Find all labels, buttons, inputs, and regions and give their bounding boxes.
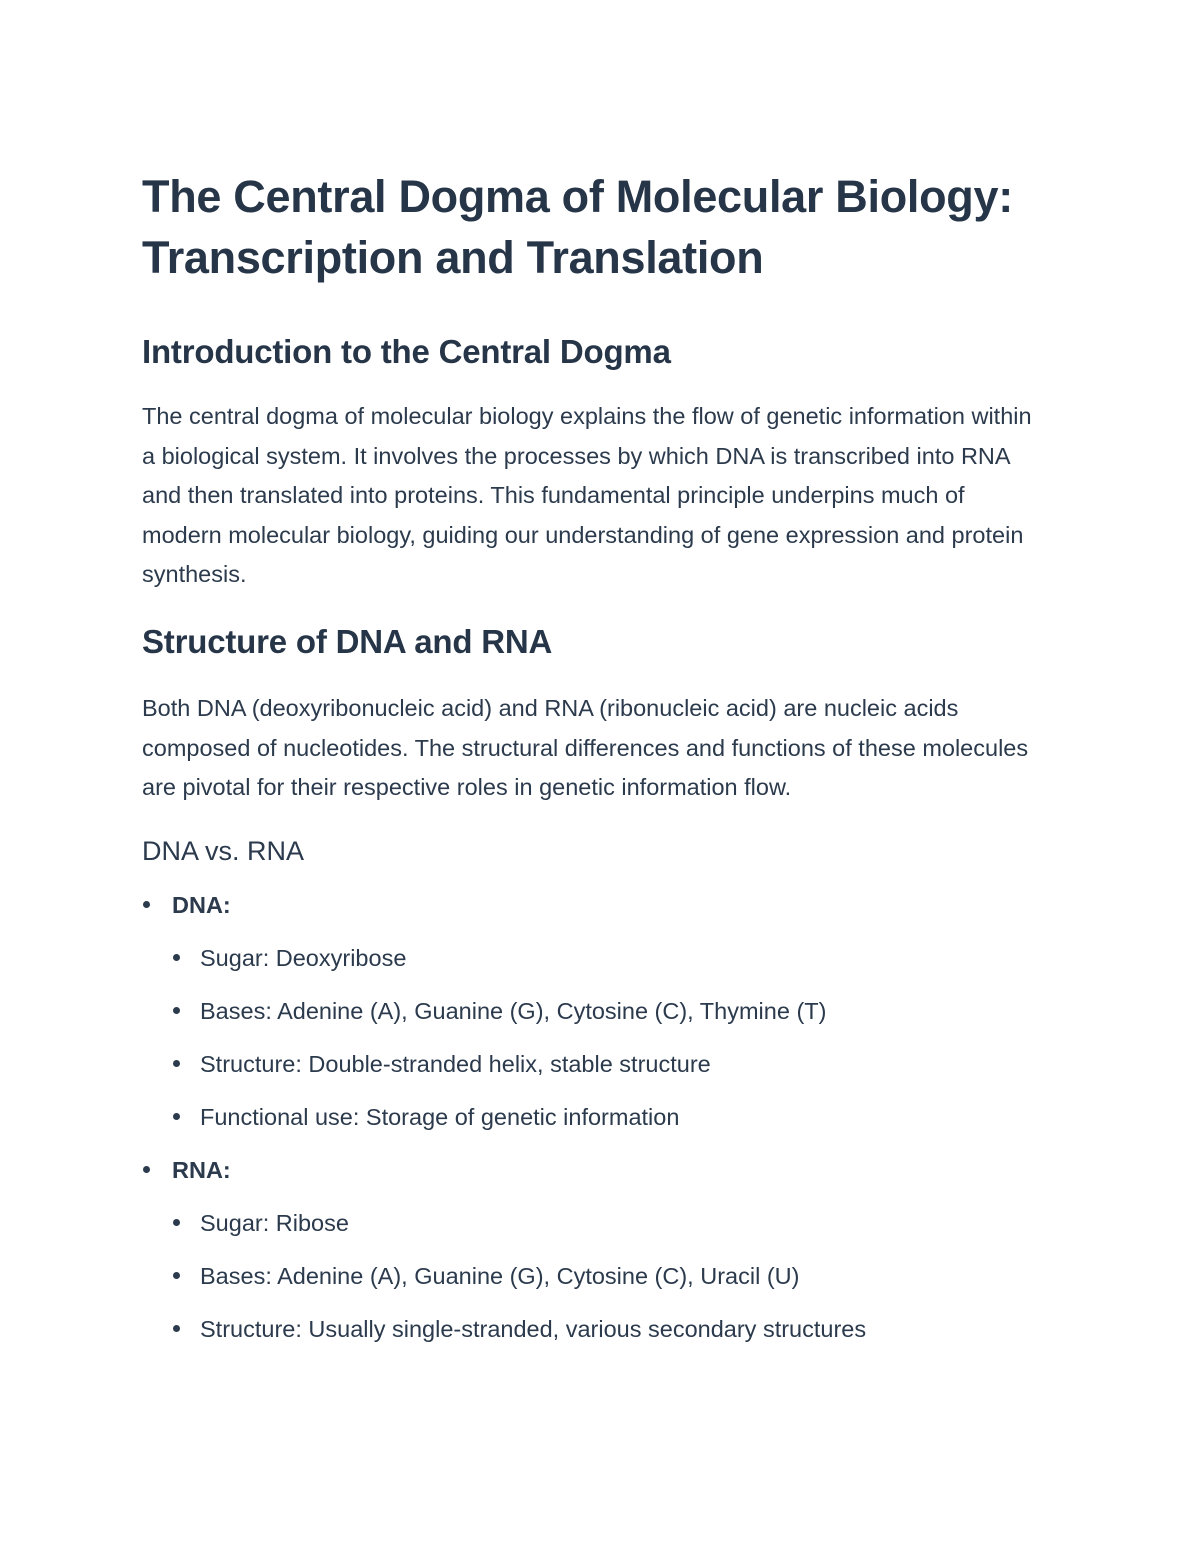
list-item-rna [142, 1155, 1042, 1344]
list-item [172, 1049, 1042, 1079]
list-item [172, 1102, 1042, 1132]
comparison-list [142, 890, 1042, 1344]
section-heading-intro: Introduction to the Central Dogma [142, 333, 671, 370]
bullet-icon [173, 954, 180, 961]
list-item-dna [142, 890, 1042, 1132]
document-title: The Central Dogma of Molecular Biology: Transcription and Translation [142, 171, 1013, 283]
section-heading-structure: Structure of DNA and RNA [142, 622, 553, 660]
dna-properties-list [172, 943, 1042, 1132]
bullet-icon [173, 1113, 180, 1120]
intro-paragraph: The central dogma of molecular biology explains the flow of genetic information within a biological system. It involves the processes by which DNA is transcribed into RNA and then translated into proteins. This fundamental principle underpins much of modern molecular biology, guiding our understanding of gene expression and protein synthesis. [142, 403, 1032, 588]
subheading-dna-vs-rna: DNA vs. RNA [142, 835, 305, 866]
list-item [172, 1314, 1042, 1344]
list-item [172, 996, 1042, 1026]
dna-structure: Structure: Double-stranded helix, stable structure [200, 1050, 711, 1077]
bullet-icon [173, 1060, 180, 1067]
structure-paragraph: Both DNA (deoxyribonucleic acid) and RNA (ribonucleic acid) are nucleic acids composed of nucleotides. The structural differences and functions of these molecules are pivotal for their respective roles in genetic information flow. [142, 694, 1029, 801]
dna-function: Functional use: Storage of genetic information [200, 1103, 680, 1130]
bullet-icon [173, 1007, 180, 1014]
bullet-icon [143, 1166, 150, 1173]
list-item [172, 1208, 1042, 1238]
rna-structure: Structure: Usually single-stranded, various secondary structures [200, 1315, 867, 1342]
rna-label: RNA: [172, 1156, 231, 1183]
list-item [172, 943, 1042, 973]
dna-sugar: Sugar: Deoxyribose [200, 944, 407, 971]
bullet-icon [143, 901, 150, 908]
rna-properties-list [172, 1208, 1042, 1344]
bullet-icon [173, 1325, 180, 1332]
document-page [142, 166, 1042, 1367]
bullet-icon [173, 1272, 180, 1279]
rna-bases: Bases: Adenine (A), Guanine (G), Cytosine (C), Uracil (U) [200, 1262, 800, 1289]
bullet-icon [173, 1219, 180, 1226]
dna-label: DNA: [172, 891, 231, 918]
list-item [172, 1261, 1042, 1291]
rna-sugar: Sugar: Ribose [200, 1209, 349, 1236]
dna-bases: Bases: Adenine (A), Guanine (G), Cytosine (C), Thymine (T) [200, 997, 827, 1024]
